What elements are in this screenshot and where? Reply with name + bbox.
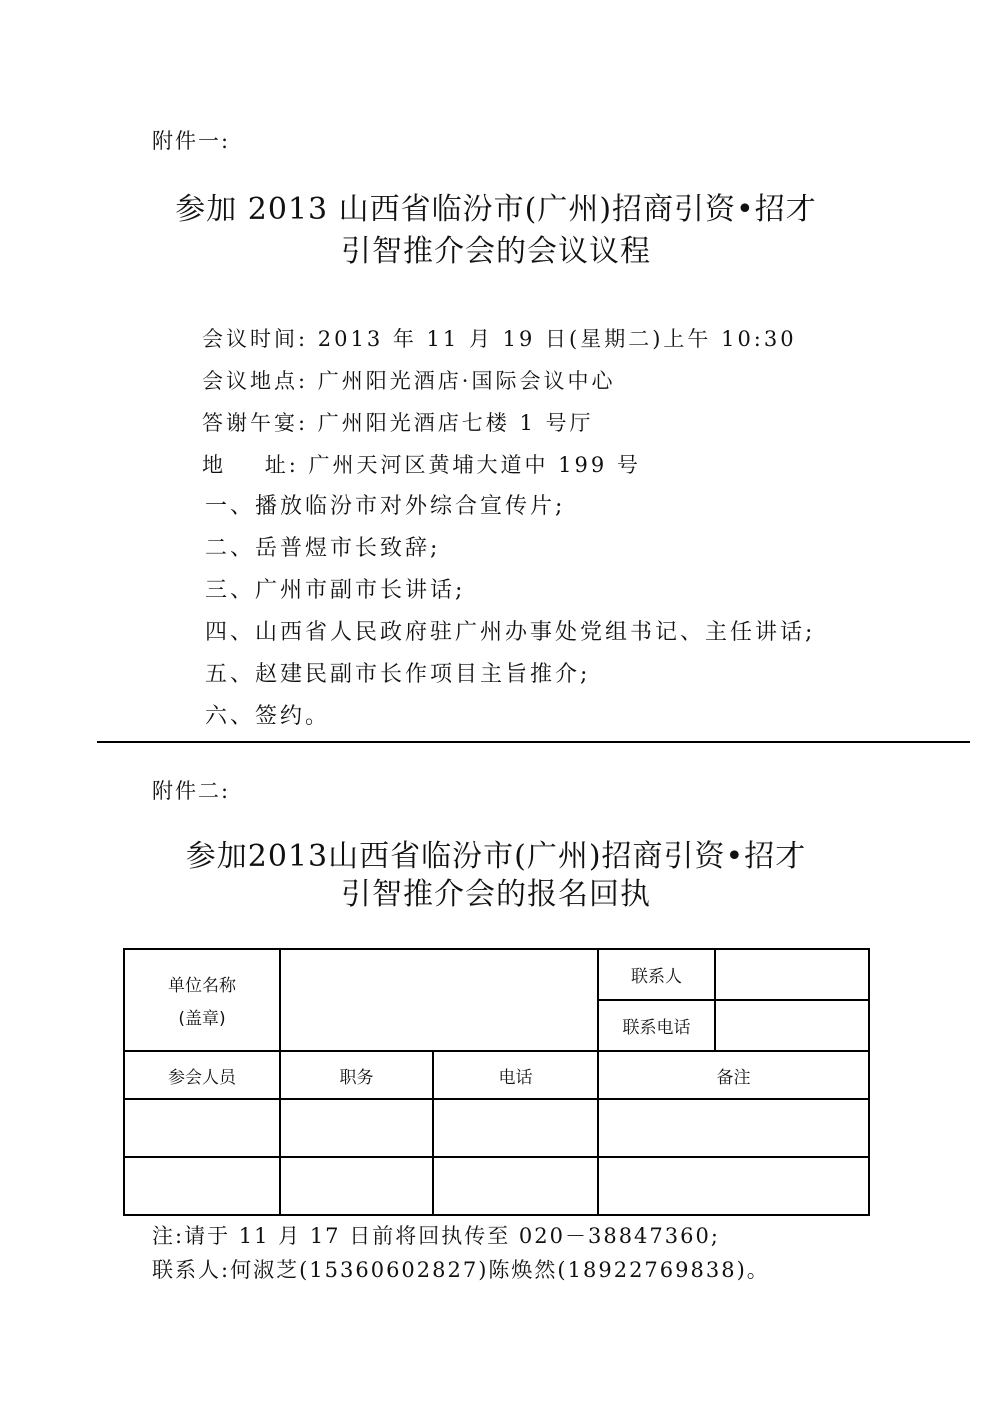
remarks-field[interactable]	[598, 1157, 869, 1215]
luncheon-key: 答谢午宴:	[202, 411, 309, 435]
column-header-attendee: 参会人员	[124, 1051, 280, 1099]
note-contacts: 联系人:何淑芝(15360602827)陈焕然(18922769838)。	[152, 1258, 770, 1282]
receipt-title-line2: 引智推介会的报名回执	[341, 877, 651, 912]
column-header-phone: 电话	[433, 1051, 598, 1099]
table-row	[124, 1099, 869, 1157]
meeting-time-key: 会议时间:	[202, 327, 309, 351]
column-header-position: 职务	[280, 1051, 433, 1099]
agenda-item: 四、山西省人民政府驻广州办事处党组书记、主任讲话;	[205, 620, 816, 645]
meeting-time	[202, 323, 797, 353]
contact-field[interactable]	[715, 949, 869, 1000]
agenda-item: 二、岳普煜市长致辞;	[205, 536, 441, 561]
address-key: 地 址:	[202, 453, 299, 477]
note-deadline: 注:请于 11 月 17 日前将回执传至 020－38847360;	[152, 1224, 720, 1248]
contact-phone-label: 联系电话	[598, 1000, 715, 1051]
table-row	[124, 1157, 869, 1215]
remarks-field[interactable]	[598, 1099, 869, 1157]
attendee-field[interactable]	[124, 1157, 280, 1215]
position-field[interactable]	[280, 1157, 433, 1215]
attachment-one-label: 附件一:	[152, 129, 231, 153]
meeting-venue	[202, 365, 615, 395]
agenda-item: 三、广州市副市长讲话;	[205, 578, 466, 603]
unit-name-label-cell	[124, 949, 280, 1051]
phone-field[interactable]	[433, 1157, 598, 1215]
receipt-title-line1: 参加2013山西省临汾市(广州)招商引资•招才	[185, 839, 807, 874]
section-divider	[97, 741, 970, 743]
address	[202, 449, 641, 479]
phone-field[interactable]	[433, 1099, 598, 1157]
meeting-venue-key: 会议地点:	[202, 369, 309, 393]
agenda-title-line1: 参加 2013 山西省临汾市(广州)招商引资•招才	[175, 192, 817, 227]
agenda-item: 一、播放临汾市对外综合宣传片;	[205, 494, 566, 519]
position-field[interactable]	[280, 1099, 433, 1157]
luncheon	[202, 407, 593, 437]
unit-name-field[interactable]	[280, 949, 598, 1051]
meeting-venue-value: 广州阳光酒店·国际会议中心	[317, 369, 616, 393]
agenda-item: 五、赵建民副市长作项目主旨推介;	[205, 662, 591, 687]
luncheon-value: 广州阳光酒店七楼 1 号厅	[317, 411, 594, 435]
contact-label: 联系人	[598, 949, 715, 1000]
attendee-field[interactable]	[124, 1099, 280, 1157]
attachment-two-label: 附件二:	[152, 779, 231, 803]
seal-label: (盖章)	[178, 1009, 226, 1029]
meeting-time-value: 2013 年 11 月 19 日(星期二)上午 10:30	[317, 327, 797, 351]
unit-name-label: 单位名称	[168, 976, 236, 996]
agenda-title-line2: 引智推介会的会议议程	[341, 234, 651, 269]
contact-phone-field[interactable]	[715, 1000, 869, 1051]
agenda-item: 六、签约。	[205, 704, 331, 729]
registration-form	[123, 948, 870, 1216]
column-header-remarks: 备注	[598, 1051, 869, 1099]
address-value: 广州天河区黄埔大道中 199 号	[308, 453, 641, 477]
